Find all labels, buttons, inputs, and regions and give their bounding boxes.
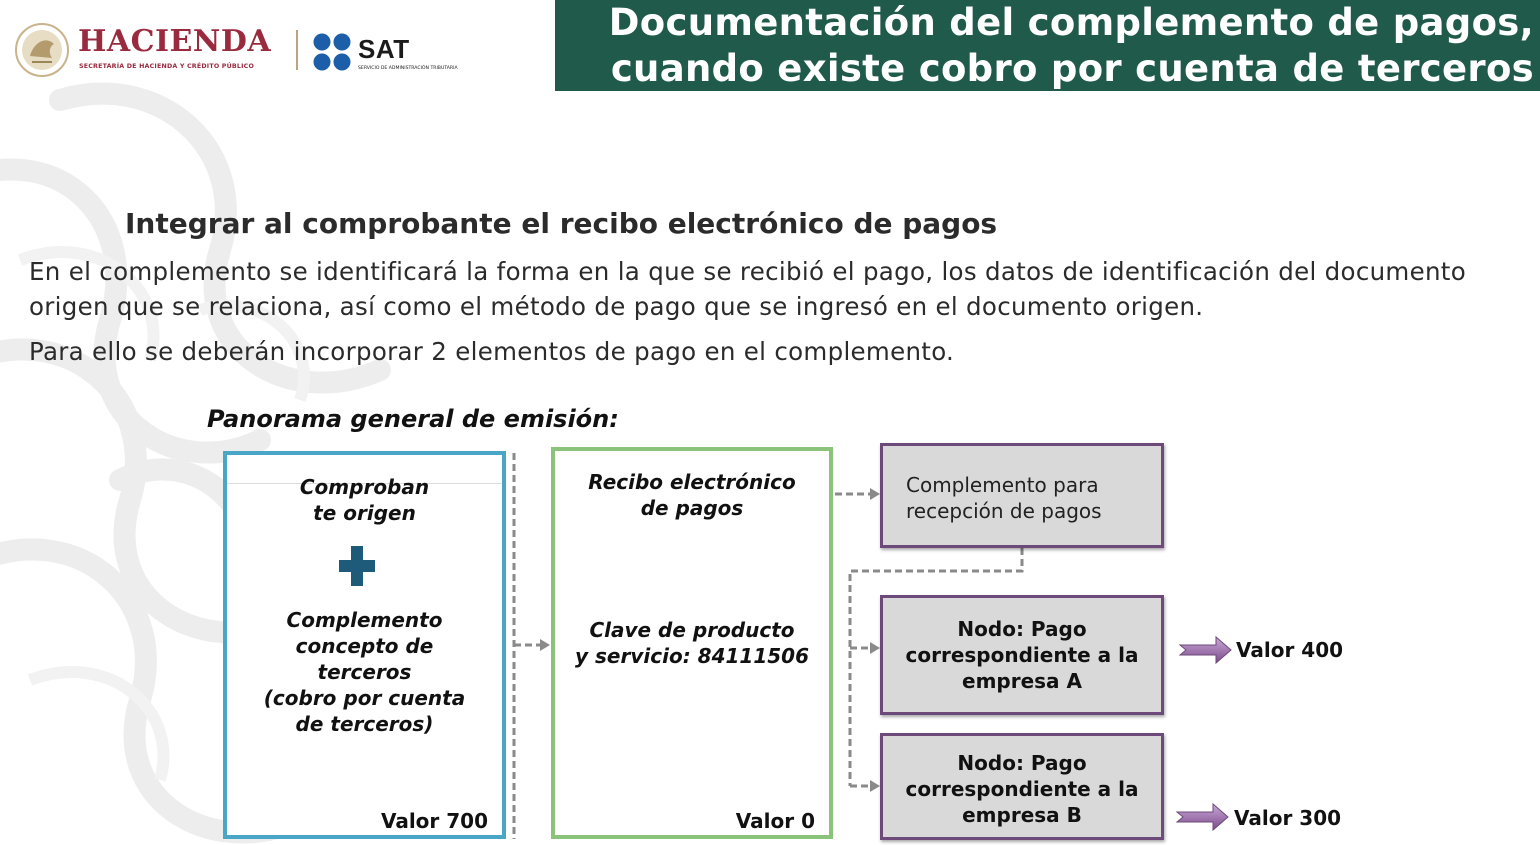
arrowhead-node-a [870,642,880,654]
receipt-title-line2: de pagos [640,496,744,520]
complement-line2: concepto de [295,634,434,658]
node-payment-a-box [880,595,1164,715]
hacienda-logo-text: HACIENDA [78,24,272,59]
complement-box-line1: Complemento para [906,473,1099,497]
receipt-title-line1: Recibo electrónico [588,470,796,494]
origin-title-line1: Comproban [299,475,430,499]
complement-line4: (cobro por cuenta [263,686,466,710]
product-key-line2: y servicio: 84111506 [575,644,809,668]
node-b-line3: empresa B [962,803,1082,827]
payment-receipt-box [551,447,833,839]
banner-title-line1: Documentación del complemento de pagos, [608,1,1534,44]
plus-icon [339,546,375,586]
arrow-to-valor-300-icon [1177,804,1228,830]
banner-title-line2: cuando existe cobro por cuenta de terceros [610,47,1534,90]
node-b-value: Valor 300 [1234,806,1342,830]
node-b-line2: correspondiente a la [905,777,1139,801]
node-b-line1: Nodo: Pago [957,751,1087,775]
complement-box-text [906,472,1102,524]
origin-value: Valor 700 [380,809,488,833]
hacienda-logo-subtitle: SECRETARÍA DE HACIENDA Y CRÉDITO PÚBLICO [79,63,255,70]
sat-logo-subtitle: SERVICIO DE ADMINISTRACIÓN TRIBUTARIA [358,66,458,71]
paragraph-description: En el complemento se identificará la forma en la que se recibió el pago, los datos de identificación del documento origen que se relaciona, así como el método de pago que se ingresó en el documento origen. [29,257,1466,321]
complement-line5: de terceros) [295,712,434,736]
sat-logo-text: SAT [358,34,410,64]
paragraph-elements: Para ello se deberán incorporar 2 elementos de pago en el complemento. [29,337,955,366]
complement-box-line2: recepción de pagos [906,499,1102,523]
product-key-line1: Clave de producto [589,618,795,642]
section-heading: Integrar al comprobante el recibo electrónico de pagos [125,207,998,240]
arrowhead-receipt [540,639,550,651]
payment-complement-box [880,443,1164,548]
arrow-to-valor-400-icon [1180,637,1231,663]
complement-line1: Complemento [286,608,443,632]
arrowhead-node-b [870,780,880,792]
complement-line3: terceros [317,660,412,684]
node-a-line1: Nodo: Pago [957,617,1087,641]
node-a-value: Valor 400 [1236,638,1344,662]
receipt-value: Valor 0 [735,809,815,833]
panorama-title: Panorama general de emisión: [207,405,619,433]
origin-title-line2: te origen [313,501,416,525]
node-payment-b-box [880,733,1164,840]
node-a-line2: correspondiente a la [905,643,1139,667]
arrowhead-complement [870,488,880,500]
node-a-line3: empresa A [962,669,1082,693]
origin-document-box [223,451,506,839]
